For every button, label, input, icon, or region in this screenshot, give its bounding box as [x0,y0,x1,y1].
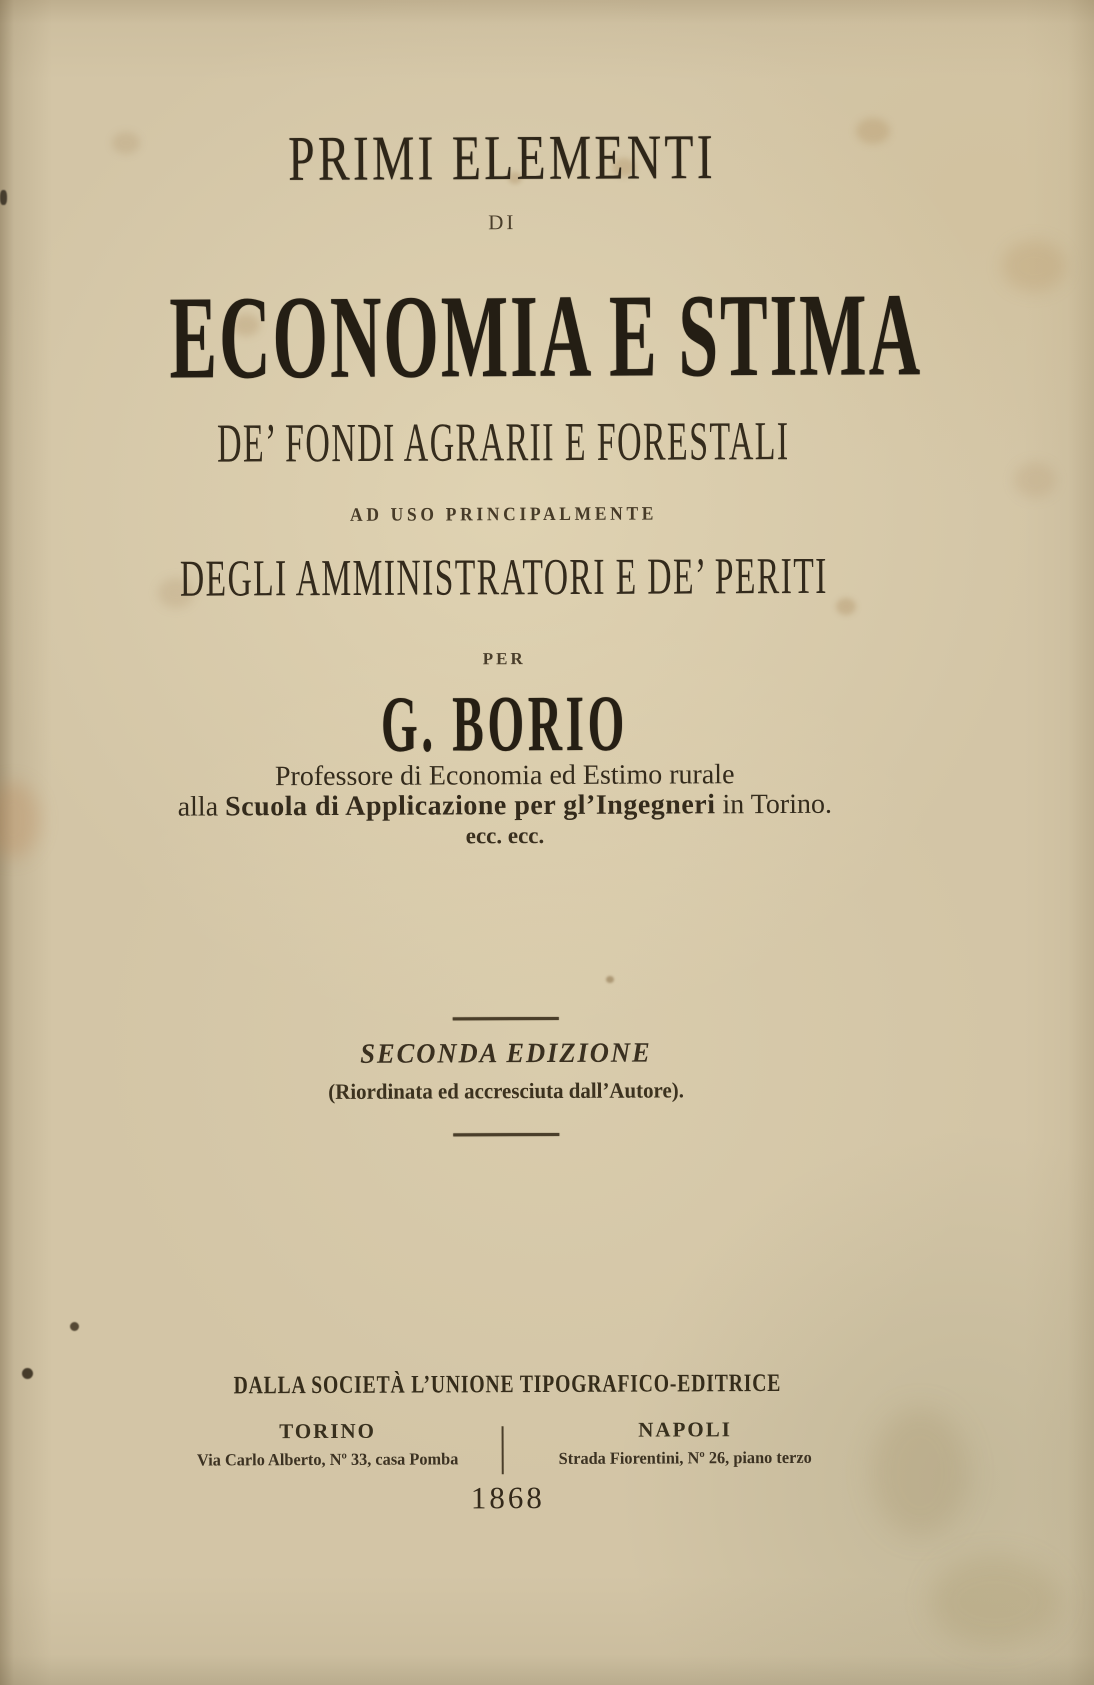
divider-rule-bottom [453,1133,559,1136]
edition-title: SECONDA EDIZIONE [360,1037,652,1070]
imprint-torino [153,1420,503,1469]
role2-post: in Torino. [715,788,833,821]
torino-city: TORINO [279,1418,377,1444]
audience-line: DEGLI AMMINISTRATORI E DE’ PERITI [179,547,828,608]
per-label: PER [482,649,526,669]
napoli-address: Strada Fiorentini, Nº 26, piano terzo [558,1447,812,1468]
publisher-line: DALLA SOCIETÀ L’UNIONE TIPOGRAFICO-EDITRICE [233,1369,782,1400]
usage-line: AD USO PRINCIPALMENTE [349,503,658,526]
torino-address: Via Carlo Alberto, Nº 33, casa Pomba [196,1449,459,1470]
publication-year: 1868 [470,1480,545,1516]
author-role-line2 [0,790,1010,822]
series-title: PRIMI ELEMENTI [288,120,717,195]
author-name: G. BORIO [380,679,629,769]
preposition-di: DI [488,210,517,235]
subtitle: DE’ FONDI AGRARII E FORESTALI [216,409,790,474]
imprint-column-divider [502,1426,504,1474]
divider-rule-top [453,1017,559,1020]
role2-pre: alla [177,791,226,823]
edition-note: (Riordinata ed accresciuta dall’Autore). [328,1077,684,1104]
role2-emphasis: Scuola di Applicazione per gl’Ingegneri [225,789,716,823]
etcetera-line: ecc. ecc. [465,823,545,849]
napoli-city: NAPOLI [638,1417,732,1442]
main-title: ECONOMIA E STIMA [169,269,923,404]
author-role-line1: Professore di Economia ed Estimo rurale [274,759,735,793]
imprint-napoli [513,1419,858,1468]
